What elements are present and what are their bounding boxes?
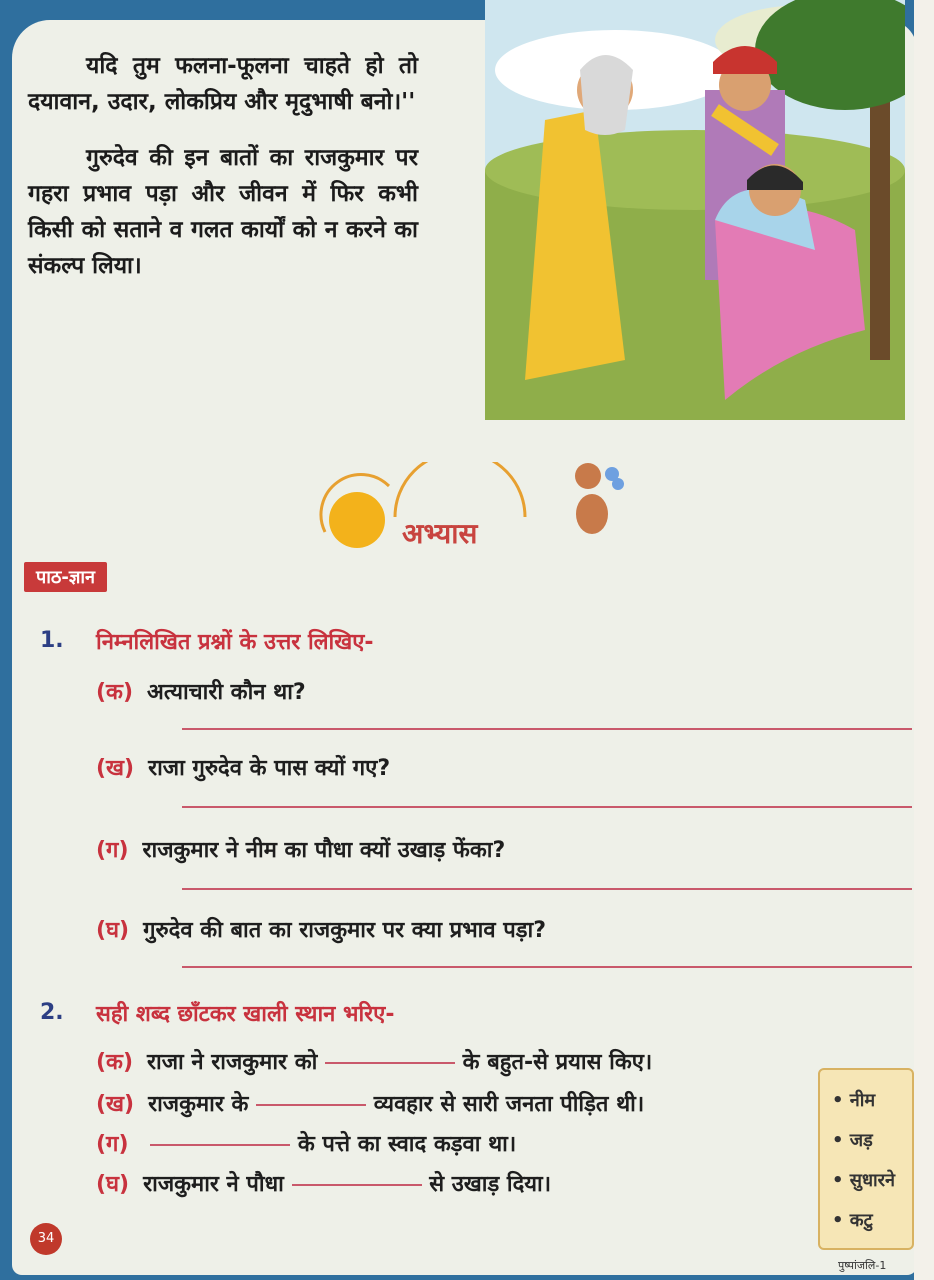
- story-para-1: यदि तुम फलना-फूलना चाहते हो तो दयावान, उदार, लोकप्रिय और मृदुभाषी बनो।'': [28, 53, 418, 115]
- question-2-heading: सही शब्द छाँटकर खाली स्थान भरिए-: [96, 1002, 395, 1027]
- q1-item-ga-label: (ग): [96, 838, 129, 863]
- q1-item-ka-text: अत्याचारी कौन था?: [147, 680, 306, 705]
- illustration-guru-king-prince: [485, 0, 905, 420]
- q2-item-ka-label: (क): [96, 1050, 134, 1075]
- question-1-heading: निम्नलिखित प्रश्नों के उत्तर लिखिए-: [96, 630, 374, 655]
- section-tag-path-gyan: पाठ-ज्ञान: [24, 562, 107, 592]
- answer-line-ka[interactable]: [182, 728, 912, 730]
- question-2-number: 2.: [40, 1000, 64, 1025]
- word-bank-item: • नीम: [832, 1090, 876, 1111]
- q1-item-ka-label: (क): [96, 680, 134, 705]
- blank-ga[interactable]: [150, 1144, 290, 1146]
- q2-item-ka: [96, 1046, 652, 1076]
- q1-item-gha-text: गुरुदेव की बात का राजकुमार पर क्या प्रभाव पड़ा?: [143, 918, 546, 943]
- q2-item-ga-after: के पत्ते का स्वाद कड़वा था।: [297, 1132, 517, 1157]
- q1-item-ga: [96, 834, 505, 864]
- mascot-icon: [552, 452, 632, 542]
- word-bank-box: [818, 1068, 914, 1250]
- page-number: 34: [30, 1223, 62, 1255]
- blank-ka[interactable]: [325, 1062, 455, 1064]
- q1-item-gha-label: (घ): [96, 918, 130, 943]
- q2-item-ga: [96, 1128, 516, 1158]
- q1-item-kha: [96, 752, 390, 782]
- question-1-number: 1.: [40, 628, 64, 653]
- q1-item-kha-label: (ख): [96, 756, 135, 781]
- answer-line-kha[interactable]: [182, 806, 912, 808]
- q2-item-ga-label: (ग): [96, 1132, 129, 1157]
- q2-item-ka-before: राजा ने राजकुमार को: [147, 1050, 318, 1075]
- story-text: [28, 48, 418, 304]
- q1-item-gha: [96, 914, 546, 944]
- word-bank-item: • जड़: [832, 1130, 873, 1151]
- blank-kha[interactable]: [256, 1104, 366, 1106]
- q2-item-gha-after: से उखाड़ दिया।: [429, 1172, 552, 1197]
- q2-item-gha-before: राजकुमार ने पौधा: [143, 1172, 284, 1197]
- q2-item-gha: [96, 1168, 551, 1198]
- book-footer: पुष्पांजलि-1: [838, 1259, 887, 1272]
- q2-item-kha-label: (ख): [96, 1092, 135, 1117]
- word-bank-item: • सुधारने: [832, 1170, 896, 1191]
- q1-item-ka: [96, 676, 306, 706]
- q2-item-ka-after: के बहुत-से प्रयास किए।: [462, 1050, 653, 1075]
- story-para-2: गुरुदेव की इन बातों का राजकुमार पर गहरा प्रभाव पड़ा और जीवन में फिर कभी किसी को सताने व गलत कार्यों को न करने का संकल्प लिया।: [28, 145, 418, 279]
- q2-item-kha: [96, 1088, 644, 1118]
- word-bank-item: • कटु: [832, 1210, 873, 1231]
- q2-item-kha-after: व्यवहार से सारी जनता पीड़ित थी।: [373, 1092, 645, 1117]
- next-page-edge: [914, 0, 934, 1280]
- q2-item-kha-before: राजकुमार के: [148, 1092, 249, 1117]
- blank-gha[interactable]: [292, 1184, 422, 1186]
- answer-line-ga[interactable]: [182, 888, 912, 890]
- q2-item-gha-label: (घ): [96, 1172, 130, 1197]
- q1-item-kha-text: राजा गुरुदेव के पास क्यों गए?: [148, 756, 391, 781]
- q1-item-ga-text: राजकुमार ने नीम का पौधा क्यों उखाड़ फेंका?: [142, 838, 506, 863]
- abhyas-heading: अभ्यास: [402, 517, 478, 550]
- answer-line-gha[interactable]: [182, 966, 912, 968]
